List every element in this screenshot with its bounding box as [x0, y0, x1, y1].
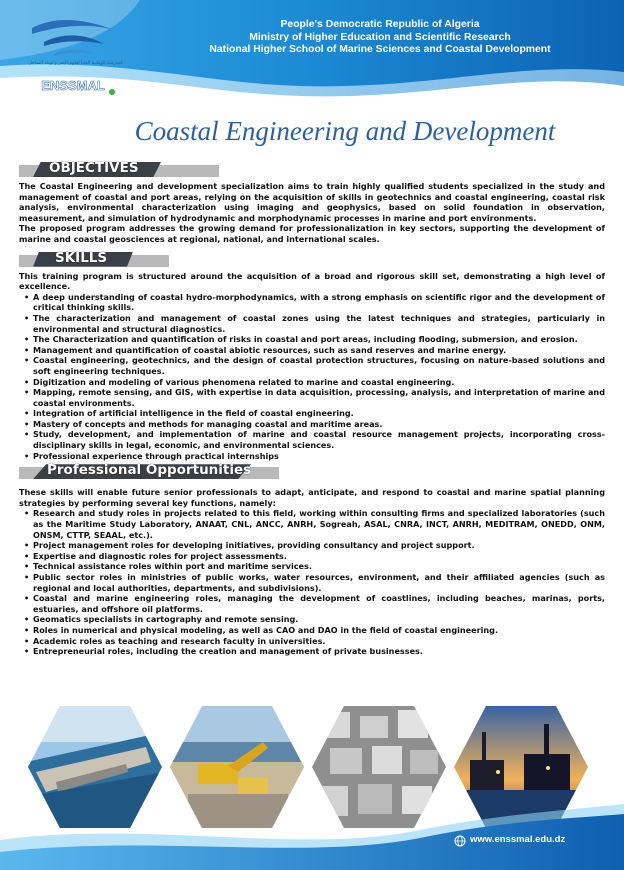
list-item: • The Characterization and quantification of risks in coastal and port areas, including flooding, submersion, and erosion.: [19, 334, 605, 345]
list-item: • Project management roles for developing initiatives, providing consultancy and project support.: [19, 540, 605, 551]
header-line-ministry: Ministry of Higher Education and Scientific Research: [249, 31, 511, 43]
list-item: • Expertise and diagnostic roles for project assessments.: [19, 551, 605, 562]
objectives-heading: [19, 160, 605, 179]
skills-heading-text: SKILLS: [55, 249, 108, 266]
skills-intro: This training program is structured around the acquisition of a broad and rigorous skill set, demonstrating a high level of excellence.: [19, 270, 605, 292]
logo-arabic-text: المدرسة الوطنية العليا لعلوم البحر و تهيئة الساحل: [28, 61, 122, 66]
skills-list: [19, 292, 605, 462]
list-item: • Mastery of concepts and methods for managing coastal and maritime areas.: [19, 419, 605, 430]
list-item: • The characterization and management of coastal zones using the latest techniques and strategies, particularly in environmental and structural diagnostics.: [19, 313, 605, 334]
objectives-heading-text: OBJECTIVES: [49, 160, 139, 176]
list-item: • Public sector roles in ministries of public works, water resources, environment, and their affiliated agencies (such as regional and local authorities, departments, and subdivisions).: [19, 572, 605, 593]
list-item: • Digitization and modeling of various phenomena related to marine and coastal engineering.: [19, 377, 605, 388]
skills-heading: [19, 250, 605, 269]
enssmal-logo: [24, 8, 122, 100]
list-item: • Geomatics specialists in cartography and remote sensing.: [19, 614, 605, 625]
opportunities-intro: These skills will enable future senior professionals to adapt, anticipate, and respond to coastal and marine spatial planning strategies by performing several key functions, namely:: [19, 487, 605, 508]
header-line-school: National Higher School of Marine Sciences and Coastal Development: [209, 44, 551, 55]
globe-icon: [454, 835, 466, 847]
list-item: • Roles in numerical and physical modeling, as well as CAO and DAO in the field of coastal engineering.: [19, 625, 605, 636]
list-item: • Academic roles as teaching and research faculty in universities.: [19, 636, 605, 647]
main-content: [19, 160, 605, 657]
list-item: • Mapping, remote sensing, and GIS, with expertise in data acquisition, processing, analysis, and interpretation of marine and coastal environments.: [19, 387, 605, 408]
opportunities-heading-text: Professional Opportunities: [47, 462, 252, 479]
objectives-paragraph: The Coastal Engineering and development specialization aims to train highly qualified students specialized in the study and management of coastal and port areas, relying on the acquisition of skills in geotechnics and coastal engineering, coastal risk analysis, environmental characterization using imaging and geophysics, based on solid foundation in observation, measurement, and simulation of hydrodynamic and morphodynamic processes in marine and port environments.: [19, 181, 605, 223]
header-line-country: People's Democratic Republic of Algeria: [280, 19, 480, 30]
list-item: • Study, development, and implementation of marine and coastal resource management projects, incorporating cross-disciplinary skills in legal, economic, and environmental sciences.: [19, 429, 605, 450]
institution-header: [170, 19, 590, 57]
page-title: Coastal Engineering and Development: [134, 116, 556, 146]
website-link[interactable]: www.enssmal.edu.dz: [470, 834, 566, 845]
list-item: • Management and quantification of coastal abiotic resources, such as sand reserves and marine energy.: [19, 345, 605, 356]
list-item: • Coastal engineering, geotechnics, and the design of coastal protection structures, focusing on nature-based solutions and soft engineering techniques.: [19, 355, 605, 376]
list-item: • Coastal and marine engineering roles, managing the development of coastlines, including beaches, marinas, ports, estuaries, and offshore oil platforms.: [19, 593, 605, 614]
opportunities-heading: [19, 462, 605, 481]
list-item: • A deep understanding of coastal hydro-morphodynamics, with a strong emphasis on scientific rigor and the development of critical thinking skills.: [19, 292, 605, 313]
list-item: • Research and study roles in projects related to this field, working within consulting firms and specialized laboratories (such as the Maritime Study Laboratory, ANAAT, CNL, ANCC, ANRH, Sogreah, ASAL, CNRA, INCT, ANRH, MEDITRAM, ONEDD, ONM, ONSM, CTTP, SEAAL, etc.).: [19, 508, 605, 540]
objectives-paragraph: The proposed program addresses the growing demand for professionalization in key sectors, supporting the development of marine and coastal geosciences at regional, national, and international scales.: [19, 223, 605, 244]
list-item: • Integration of artificial intelligence in the field of coastal engineering.: [19, 408, 605, 419]
opportunities-list: [19, 508, 605, 656]
list-item: • Professional experience through practical internships: [19, 451, 605, 462]
list-item: • Entrepreneurial roles, including the creation and management of private businesses.: [19, 646, 605, 657]
logo-text: ENSSMAL: [41, 78, 105, 93]
list-item: • Technical assistance roles within port and maritime services.: [19, 561, 605, 572]
